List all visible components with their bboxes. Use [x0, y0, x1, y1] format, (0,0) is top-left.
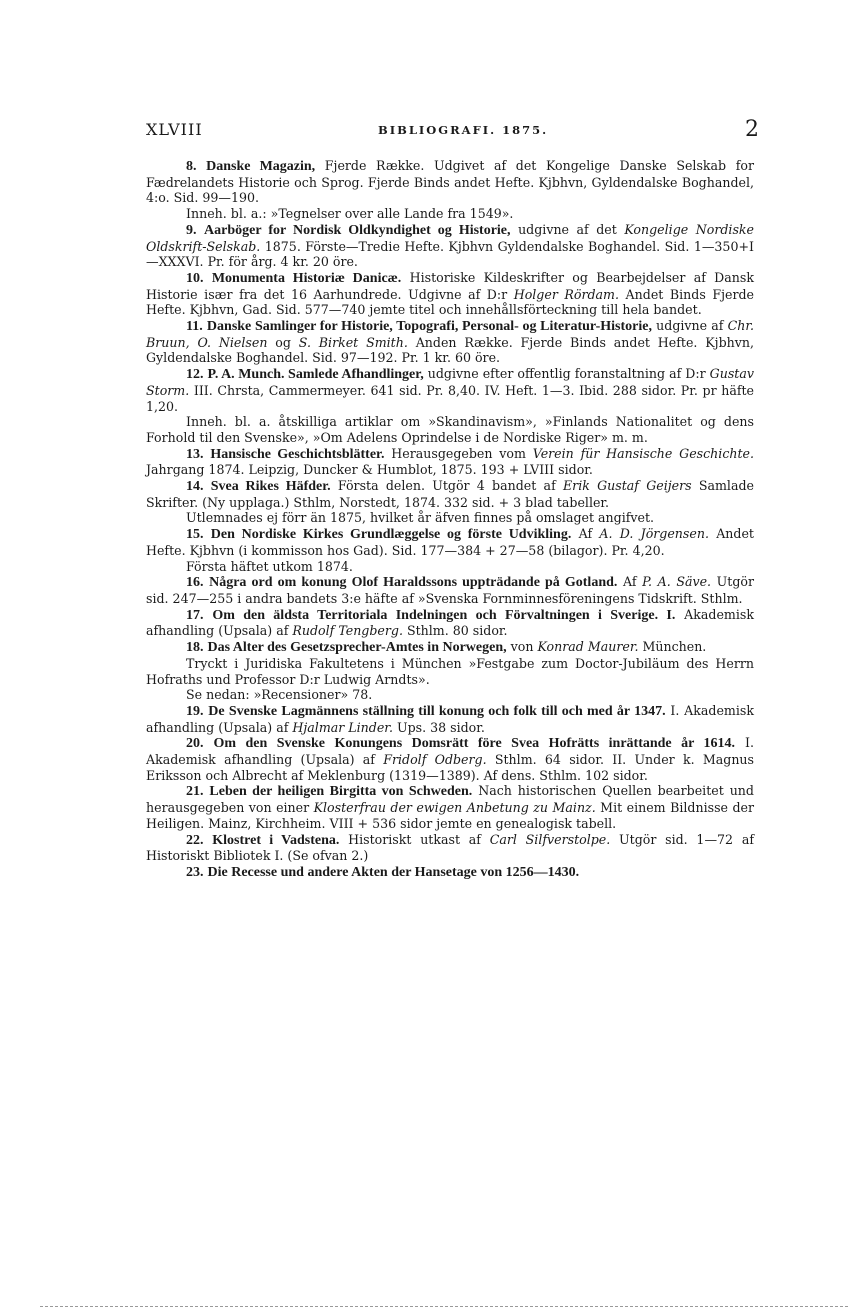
entry-title: Monumenta Historiæ Danicæ.: [211, 270, 402, 286]
bibliography-entry: [146, 607, 754, 639]
entry-text: og: [267, 334, 299, 350]
entry-text: udgivne efter offentlig foranstaltning af D:r: [423, 366, 710, 382]
entry-text: Samlade Skrifter. (Ny upplaga.) Sthlm, Norstedt, 1874. 332 sid. + 3 blad tabeller.: [146, 478, 754, 510]
entry-author: Carl Silfverstolpe.: [489, 831, 611, 847]
entry-author: Gustav Storm.: [146, 366, 754, 398]
entry-title: Den Nordiske Kirkes Grundlæggelse og förste Udvikling.: [210, 527, 572, 543]
entry-text: Utgör sid. 247—255 i andra bandets 3:e häfte af »Svenska Fornminnesföreningens Tidskrift. Sthlm.: [146, 574, 754, 606]
entry-text: III. Chrsta, Cammermeyer. 641 sid. Pr. 8,40. IV. Heft. 1—3. Ibid. 288 sidor. Pr. pr häfte 1,20.: [146, 382, 754, 414]
entry-number: 12.: [186, 367, 204, 383]
bibliography-entry: [146, 366, 754, 414]
entry-title: Några ord om konung Olof Haraldssons uppträdande på Gotland.: [209, 575, 618, 591]
entry-author: Konrad Maurer.: [537, 639, 639, 655]
page-roman-number: XLVIII: [146, 120, 203, 139]
entry-text: Mit einem Bildnisse der Heiligen. Mainz, Kirchheim. VIII + 536 sidor jemte en genealogisk tabell.: [146, 800, 754, 831]
entry-author: A. D. Jörgensen.: [599, 526, 709, 542]
entry-text: Sthlm. 64 sidor. II. Under k. Magnus Eriksson och Albrecht af Meklenburg (1319—1389). Af dens. Sthlm. 102 sidor.: [146, 752, 755, 783]
entry-text: Akademisk afhandling (Upsala) af: [146, 606, 754, 639]
page-edge-line: [40, 1306, 848, 1307]
entry-number: 14.: [186, 479, 204, 495]
entry-title: Klostret i Vadstena.: [212, 832, 340, 848]
entry-number: 10.: [186, 270, 204, 286]
entry-text: München.: [638, 639, 707, 655]
note-text: Inneh. bl. a. åtskilliga artiklar om »Skandinavism», »Finlands Nationalitet og dens Forhold til den Svenske», »Om Adelens Oprindelse i de Nordiske Riger» m. m.: [146, 414, 754, 445]
bibliography-entry: [146, 703, 754, 735]
entry-author: Verein für Hansische Geschichte.: [532, 445, 755, 461]
entry-title: Das Alter des Gesetzsprecher-Amtes in Norwegen,: [207, 640, 507, 656]
entry-note: [146, 206, 754, 222]
entry-note: [146, 414, 754, 445]
entry-number: 23.: [186, 864, 204, 880]
entry-text: Utgör sid. 1—72 af Historiskt Bibliotek I. (Se ofvan 2.): [146, 831, 754, 864]
entry-text: Historiskt utkast af: [339, 831, 490, 847]
entry-author: Holger Rördam.: [513, 286, 619, 302]
note-text: Inneh. bl. a.: »Tegnelser over alle Lande fra 1549».: [186, 206, 514, 222]
entry-title: Danske Magazin,: [206, 159, 316, 174]
entry-title: De Svenske Lagmännens ställning till konung och folk till och med år 1347.: [208, 703, 666, 719]
entry-title: Leben der heiligen Birgitta von Schweden.: [209, 784, 473, 800]
note-text: Utlemnades ej förr än 1875, hvilket år äfven finnes på omslaget angifvet.: [186, 510, 655, 526]
bibliography-entry: [146, 574, 754, 606]
entry-text: Första delen. Utgör 4 bandet af: [330, 478, 563, 494]
entry-text: Ups. 38 sidor.: [392, 719, 485, 735]
entry-number: 9.: [186, 222, 197, 238]
entry-number: 22.: [186, 832, 204, 848]
entry-author: P. A. Säve.: [642, 574, 712, 590]
entry-text: Andet Hefte. Kjbhvn (i kommisson hos Gad). Sid. 177—384 + 27—58 (bilagor). Pr. 4,20.: [146, 526, 754, 558]
bibliography-entry: [146, 270, 754, 318]
entry-number: 20.: [186, 736, 204, 752]
note-text: Första häftet utkom 1874.: [186, 558, 353, 574]
entry-text: Andet Binds Fjerde Hefte. Kjbhvn, Gad. Sid. 577—740 jemte titel och innehållsförteckning till hela bandet.: [146, 286, 754, 318]
bibliography-entry: [146, 478, 754, 510]
entry-note: [146, 656, 754, 687]
bibliography-entry: [146, 864, 754, 881]
entry-title: P. A. Munch. Samlede Afhandlinger,: [207, 367, 424, 383]
entry-number: 18.: [186, 640, 204, 656]
entry-note: [146, 510, 754, 526]
entry-number: 15.: [186, 527, 204, 543]
entry-author: Klosterfrau der ewigen Anbetung zu Mainz.: [313, 800, 596, 816]
entry-text: Fjerde Række. Udgivet af det Kongelige Danske Selskab for Fædrelandets Historie och Sprog. Fjerde Binds andet Hefte. Kjbhvn, Gyldendalske Boghandel, 4:o. Sid. 99—190.: [146, 158, 754, 206]
entry-text: I. Akademisk afhandling (Upsala) af: [146, 702, 754, 735]
bibliography-entry: [146, 639, 754, 656]
entry-title: Svea Rikes Häfder.: [210, 479, 331, 495]
entry-number: 19.: [186, 703, 204, 719]
entry-text: udgivne af: [651, 318, 728, 334]
bibliography-entry: [146, 446, 754, 478]
note-text: Se nedan: »Recensioner» 78.: [186, 687, 373, 703]
entry-author: S. Birket Smith.: [298, 334, 408, 350]
entry-title: Om den Svenske Konungens Domsrätt före Svea Hofrätts inrättande år 1614.: [213, 736, 736, 752]
entry-author: Kongelige Nordiske Oldskrift-Selskab.: [146, 221, 754, 254]
entry-number: 13.: [186, 446, 204, 462]
entry-number: 11.: [186, 319, 203, 335]
entry-text: Herausgegeben vom: [384, 445, 533, 461]
entry-title: Hansische Geschichtsblätter.: [210, 446, 385, 462]
entry-author: Hjalmar Linder.: [292, 719, 393, 735]
entry-number: 17.: [186, 607, 204, 623]
entry-text: udgivne af det: [510, 221, 625, 237]
bibliography-entry: [146, 526, 754, 558]
entry-text: Historiske Kildeskrifter og Bearbejdelser af Dansk Historie især fra det 16 Aarhundrede. Udgivne af D:r: [146, 269, 754, 302]
bibliography-entry: [146, 222, 754, 270]
bibliography-entry: [146, 318, 754, 366]
note-text: Tryckt i Juridiska Fakultetens i München »Festgabe zum Doctor-Jubiläum des Herrn Hofraths und Professor D:r Ludwig Arndts».: [146, 655, 754, 687]
bibliography-entry: [146, 735, 754, 783]
entry-title: Die Recesse und andere Akten der Hansetage von 1256—1430.: [207, 864, 580, 880]
entry-number: 16.: [186, 575, 204, 591]
page-number: 2: [745, 117, 759, 142]
bibliography-entry: [146, 158, 754, 206]
bibliography-list: [146, 158, 754, 881]
entry-text: Nach historischen Quellen bearbeitet und herausgegeben von einer: [146, 783, 754, 816]
bibliography-entry: [146, 783, 754, 831]
entry-text: Sthlm. 80 sidor.: [402, 623, 508, 639]
entry-text: Af: [571, 526, 600, 542]
entry-number: 21.: [186, 784, 204, 800]
entry-title: Om den äldsta Territoriala Indelningen och Förvaltningen i Sverige. I.: [212, 607, 676, 623]
running-title: BIBLIOGRAFI. 1875.: [378, 123, 549, 137]
entry-number: 8.: [186, 159, 197, 174]
entry-title: Aarböger for Nordisk Oldkyndighet og Historie,: [204, 222, 511, 238]
entry-note: [146, 559, 754, 575]
entry-text: Jahrgang 1874. Leipzig, Duncker & Humblot, 1875. 193 + LVIII sidor.: [146, 462, 593, 478]
entry-author: Rudolf Tengberg.: [292, 623, 403, 639]
entry-note: [146, 687, 754, 703]
entry-text: Af: [617, 574, 643, 590]
entry-author: Erik Gustaf Geijers: [562, 478, 692, 494]
entry-author: Fridolf Odberg.: [383, 752, 487, 768]
entry-author: Chr. Bruun, O. Nielsen: [146, 318, 755, 350]
running-header: [146, 117, 759, 144]
entry-title: Danske Samlinger for Historie, Topografi, Personal- og Literatur-Historie,: [206, 319, 652, 335]
entry-text: 1875. Förste—Tredie Hefte. Kjbhvn Gyldendalske Boghandel. Sid. 1—350+I—XXXVI. Pr. för årg. 4 kr. 20 öre.: [146, 238, 754, 270]
entry-text: Anden Række. Fjerde Binds andet Hefte. Kjbhvn, Gyldendalske Boghandel. Sid. 97—192. Pr. 1 kr. 60 öre.: [146, 334, 754, 366]
bibliography-entry: [146, 832, 754, 864]
entry-text: von: [506, 639, 538, 655]
entry-text: I. Akademisk afhandling (Upsala) af: [146, 735, 754, 768]
